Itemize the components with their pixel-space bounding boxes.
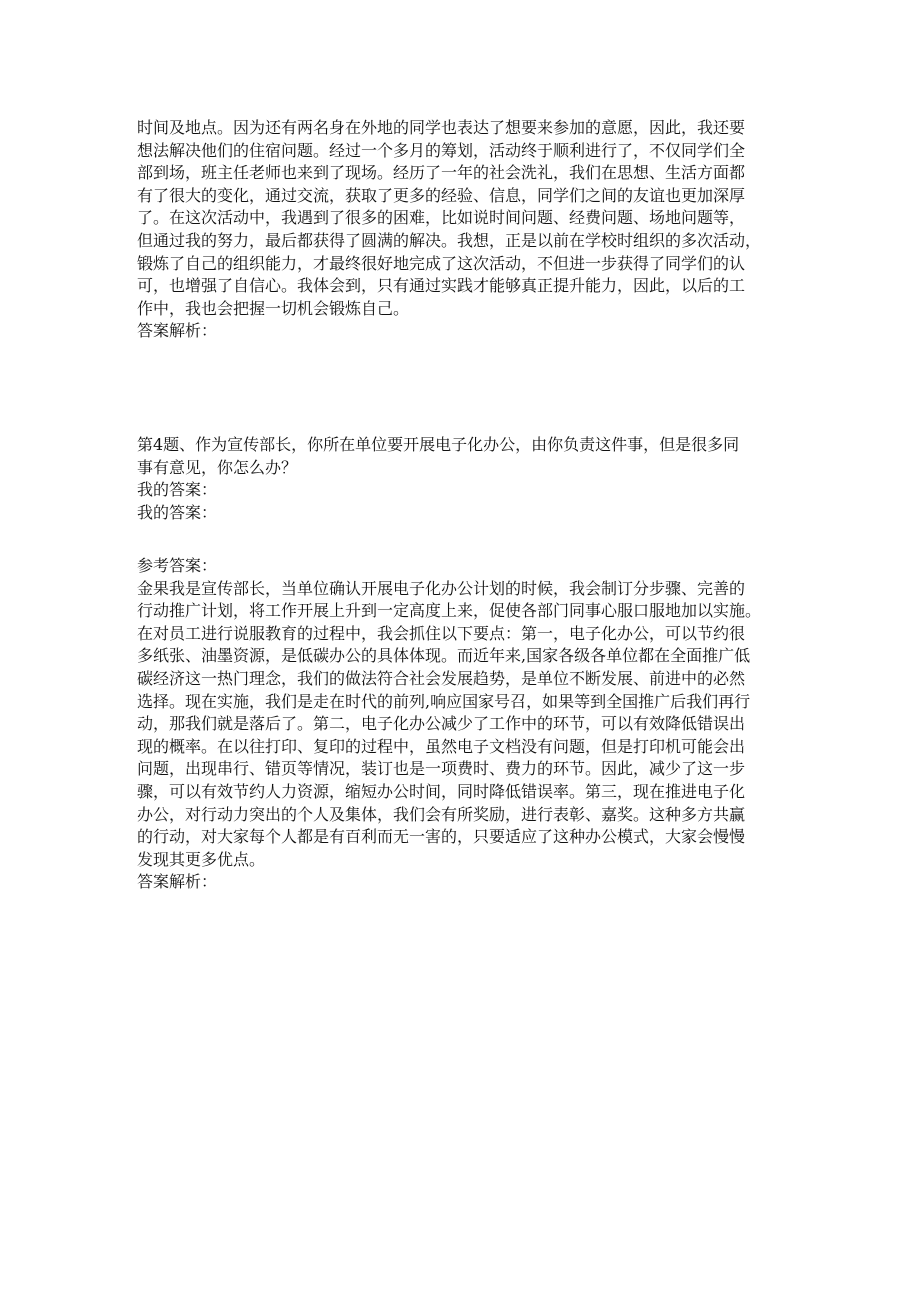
previous-answer-line: 作中，我也会把握一切机会锻炼自己。 <box>137 298 410 318</box>
previous-answer-line: 可，也增强了自信心。我体会到，只有通过实践才能够真正提升能力，因此，以后的工 <box>137 276 746 296</box>
previous-answer-line: 了。在这次活动中，我遇到了很多的困难，比如说时间问题、经费问题、场地问题等， <box>137 208 746 228</box>
reference-answer-line: 选择。现在实施，我们是走在时代的前列,响应国家号召，如果等到全国推广后我们再行 <box>137 691 751 711</box>
reference-answer-line: 行动推广计划，将工作开展上升到一定高度上来，促使各部门同事心服口服地加以实施。 <box>137 601 762 621</box>
reference-answer-line: 的行动，对大家每个人都是有百利而无一害的，只要适应了这种办公模式，大家会慢慢 <box>137 827 746 847</box>
reference-answer-line: 问题，出现串行、错页等情况，装订也是一项费时、费力的环节。因此，减少了这一步 <box>137 759 746 779</box>
reference-answer-block <box>137 555 761 894</box>
reference-answer-line: 办公，对行动力突出的个人及集体，我们会有所奖励，进行表彰、嘉奖。这种多方共赢 <box>137 804 746 824</box>
previous-answer-line: 但通过我的努力，最后都获得了圆满的解决。我想，正是以前在学校时组织的多次活动， <box>137 230 762 250</box>
reference-answer-line: 现的概率。在以往打印、复印的过程中，虽然电子文档没有问题，但是打印机可能会出 <box>137 736 746 756</box>
question-text-line: 第4题、作为宣传部长，你所在单位要开展电子化办公，由你负责这件事，但是很多同 <box>137 435 740 454</box>
reference-answer-line: 在对员工进行说服教育的过程中，我会抓住以下要点：第一，电子化办公，可以节约很 <box>137 623 746 643</box>
previous-answer-block <box>137 117 761 343</box>
analysis-label: 答案解析： <box>137 321 218 341</box>
my-answer-label: 我的答案： <box>137 502 218 522</box>
analysis-label: 答案解析： <box>137 872 218 892</box>
reference-answer-line: 发现其更多优点。 <box>137 849 266 869</box>
previous-answer-line: 锻炼了自己的组织能力，才最终很好地完成了这次活动，不但进一步获得了同学们的认 <box>137 253 746 273</box>
question-text-line: 事有意见，你怎么办？ <box>137 457 298 477</box>
reference-answer-line: 金果我是宣传部长，当单位确认开展电子化办公计划的时候，我会制订分步骤、完善的 <box>137 578 746 598</box>
previous-answer-line: 想法解决他们的住宿问题。经过一个多月的筹划，活动终于顺利进行了，不仅同学们全 <box>137 140 746 160</box>
question-block <box>137 434 739 524</box>
reference-answer-line: 骤，可以有效节约人力资源，缩短办公时间，同时降低错误率。第三，现在推进电子化 <box>137 781 746 801</box>
previous-answer-line: 时间及地点。因为还有两名身在外地的同学也表达了想要来参加的意愿，因此，我还要 <box>137 118 746 137</box>
reference-answer-line: 多纸张、油墨资源，是低碳办公的具体体现。而近年来,国家各级各单位都在全面推广低 <box>137 646 751 666</box>
reference-answer-label: 参考答案： <box>137 556 218 575</box>
previous-answer-line: 部到场，班主任老师也来到了现场。经历了一年的社会洗礼，我们在思想、生活方面都 <box>137 163 746 183</box>
reference-answer-line: 碳经济这一热门理念，我们的做法符合社会发展趋势，是单位不断发展、前进中的必然 <box>137 668 746 688</box>
previous-answer-line: 有了很大的变化，通过交流，获取了更多的经验、信息，同学们之间的友谊也更加深厚 <box>137 185 746 205</box>
my-answer-label: 我的答案： <box>137 480 218 500</box>
reference-answer-line: 动，那我们就是落后了。第二，电子化办公减少了工作中的环节，可以有效降低错误出 <box>137 714 746 734</box>
